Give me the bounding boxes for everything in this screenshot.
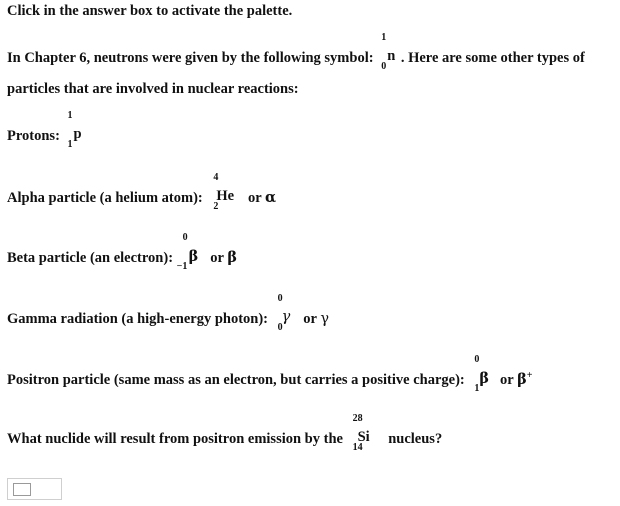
positron-greek-symbol: β (517, 371, 527, 388)
beta-greek-symbol: β (227, 249, 237, 266)
intro-line-2: particles that are involved in nuclear reactions: (7, 81, 299, 97)
gamma-label: Gamma radiation (a high-energy photon): (7, 311, 268, 327)
gamma-mass-number: 0 (277, 293, 283, 304)
positron-or: or (500, 372, 514, 388)
protons-label: Protons: (7, 128, 60, 144)
beta-label: Beta particle (an electron): (7, 250, 174, 266)
gamma-or: or (303, 311, 317, 327)
alpha-atomic-number: 2 (213, 201, 219, 212)
beta-atomic-number: −1 (176, 261, 188, 272)
neutron-symbol (381, 32, 397, 72)
alpha-symbol (210, 172, 236, 212)
question-line (7, 413, 443, 453)
alpha-greek-symbol: α (265, 189, 277, 206)
neutron-atomic-number: 0 (381, 61, 387, 72)
silicon-atomic-number: 14 (352, 442, 363, 453)
intro-line-1 (7, 32, 585, 72)
positron-line (7, 354, 533, 394)
beta-symbol (176, 232, 201, 272)
question-text-after: nucleus? (388, 431, 443, 447)
alpha-line (7, 172, 277, 212)
answer-input-placeholder-icon[interactable] (13, 483, 31, 496)
alpha-mass-number: 4 (213, 172, 219, 183)
silicon-symbol (352, 413, 379, 453)
positron-symbol (472, 354, 490, 394)
gamma-atomic-number: 0 (277, 322, 283, 333)
instruction-text: Click in the answer box to activate the palette. (7, 3, 293, 19)
gamma-symbol (276, 293, 294, 333)
intro-text-before: In Chapter 6, neutrons were given by the following symbol: (7, 50, 374, 66)
beta-letter: β (188, 248, 199, 265)
answer-box[interactable] (7, 478, 62, 500)
proton-symbol (67, 110, 84, 150)
gamma-letter: γ (281, 309, 291, 325)
protons-line (7, 110, 84, 150)
intro-text-after: . Here are some other types of (400, 50, 585, 66)
beta-or: or (210, 250, 224, 266)
beta-mass-number: 0 (182, 232, 188, 243)
gamma-greek-symbol: γ (320, 311, 329, 327)
proton-letter: p (73, 126, 82, 142)
question-text-before: What nuclide will result from positron emission by the (7, 431, 343, 447)
positron-letter: β (479, 370, 490, 387)
positron-mass-number: 0 (474, 354, 480, 365)
silicon-letter: Si (357, 429, 370, 445)
positron-atomic-number: 1 (474, 383, 480, 394)
alpha-label: Alpha particle (a helium atom): (7, 190, 203, 206)
beta-line (7, 232, 237, 272)
neutron-mass-number: 1 (381, 32, 387, 43)
gamma-line (7, 293, 329, 333)
positron-charge: + (526, 370, 533, 382)
proton-atomic-number: 1 (67, 139, 73, 150)
alpha-letter: He (216, 188, 235, 204)
silicon-mass-number: 28 (352, 413, 363, 424)
positron-label: Positron particle (same mass as an electron, but carries a positive charge): (7, 372, 465, 388)
neutron-letter: n (387, 48, 396, 64)
alpha-or: or (247, 190, 262, 206)
proton-mass-number: 1 (67, 110, 73, 121)
